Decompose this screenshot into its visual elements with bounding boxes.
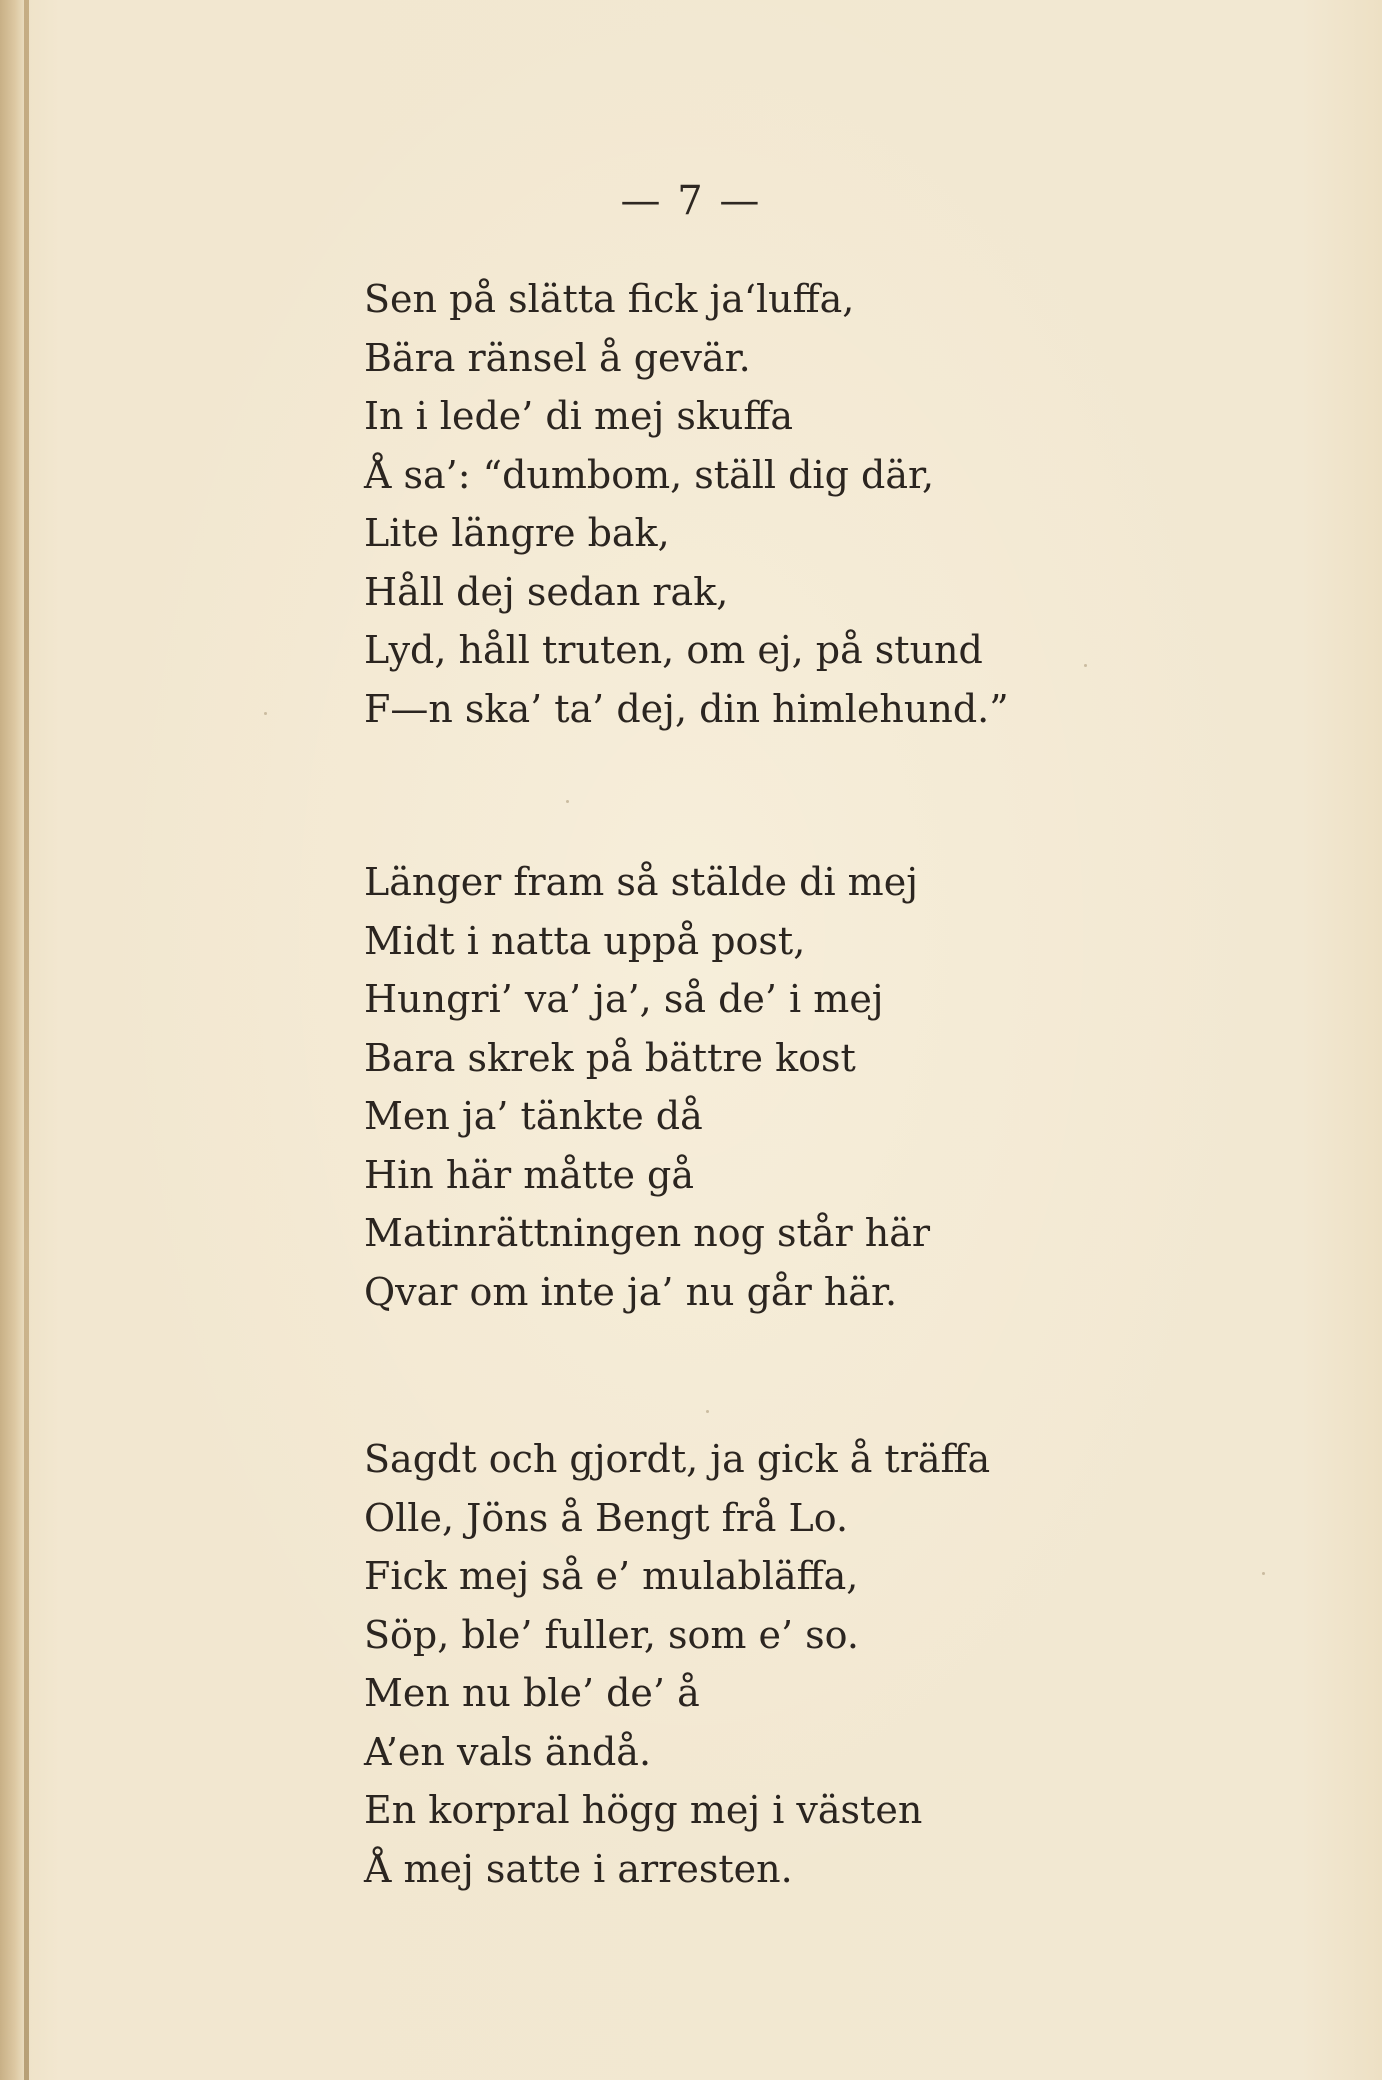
verse-line: Sen på slätta fick ja‘luffa, [364, 277, 855, 321]
verse-line: Å sa’: “dumbom, ställ dig där, [364, 452, 935, 497]
verse-line: Håll dej sedan rak, [364, 569, 729, 614]
paper-speck [264, 712, 267, 715]
verse-line: Bära ränsel å gevär. [364, 335, 751, 380]
verse-line: Söp, ble’ fuller, som e’ so. [364, 1612, 859, 1657]
verse-line: F—n ska’ ta’ dej, din himlehund.” [364, 686, 1009, 731]
verse-line: Lyd, håll truten, om ej, på stund [364, 628, 983, 672]
verse-line: Fick mej så e’ mulabläffa, [364, 1554, 859, 1598]
page-number: — 7 — [620, 178, 762, 224]
verse-line: Lite längre bak, [364, 511, 670, 555]
verse-line: Å mej satte i arresten. [364, 1846, 793, 1891]
verse-line: Men nu ble’ de’ å [364, 1671, 700, 1715]
verse-line: Hungri’ va’ ja’, så de’ i mej [364, 977, 884, 1021]
stanza-3 [364, 1430, 990, 1898]
paper-speck [706, 1410, 709, 1413]
stanza-1 [364, 270, 1009, 738]
verse-line: A’en vals ändå. [364, 1729, 652, 1774]
verse-line: Hin här måtte gå [364, 1152, 694, 1197]
verse-line: Men ja’ tänkte då [364, 1094, 703, 1138]
verse-line: En korpral högg mej i västen [364, 1788, 923, 1832]
verse-line: Matinrättningen nog står här [364, 1211, 931, 1255]
binding-edge [24, 0, 29, 2080]
verse-line: Länger fram så stälde di mej [364, 860, 918, 904]
verse-line: Sagdt och gjordt, ja gick å träffa [364, 1437, 991, 1481]
verse-line: In i lede’ di mej skuffa [364, 394, 794, 438]
verse-line: Bara skrek på bättre kost [364, 1035, 856, 1080]
verse-line: Midt i natta uppå post, [364, 918, 806, 963]
stanza-2 [364, 853, 930, 1321]
binding-shadow [0, 0, 24, 2080]
paper-speck [1084, 664, 1087, 667]
paper-speck [566, 800, 569, 803]
paper-speck [1262, 1572, 1265, 1575]
verse-line: Qvar om inte ja’ nu går här. [364, 1269, 898, 1314]
verse-line: Olle, Jöns å Bengt frå Lo. [364, 1495, 849, 1540]
